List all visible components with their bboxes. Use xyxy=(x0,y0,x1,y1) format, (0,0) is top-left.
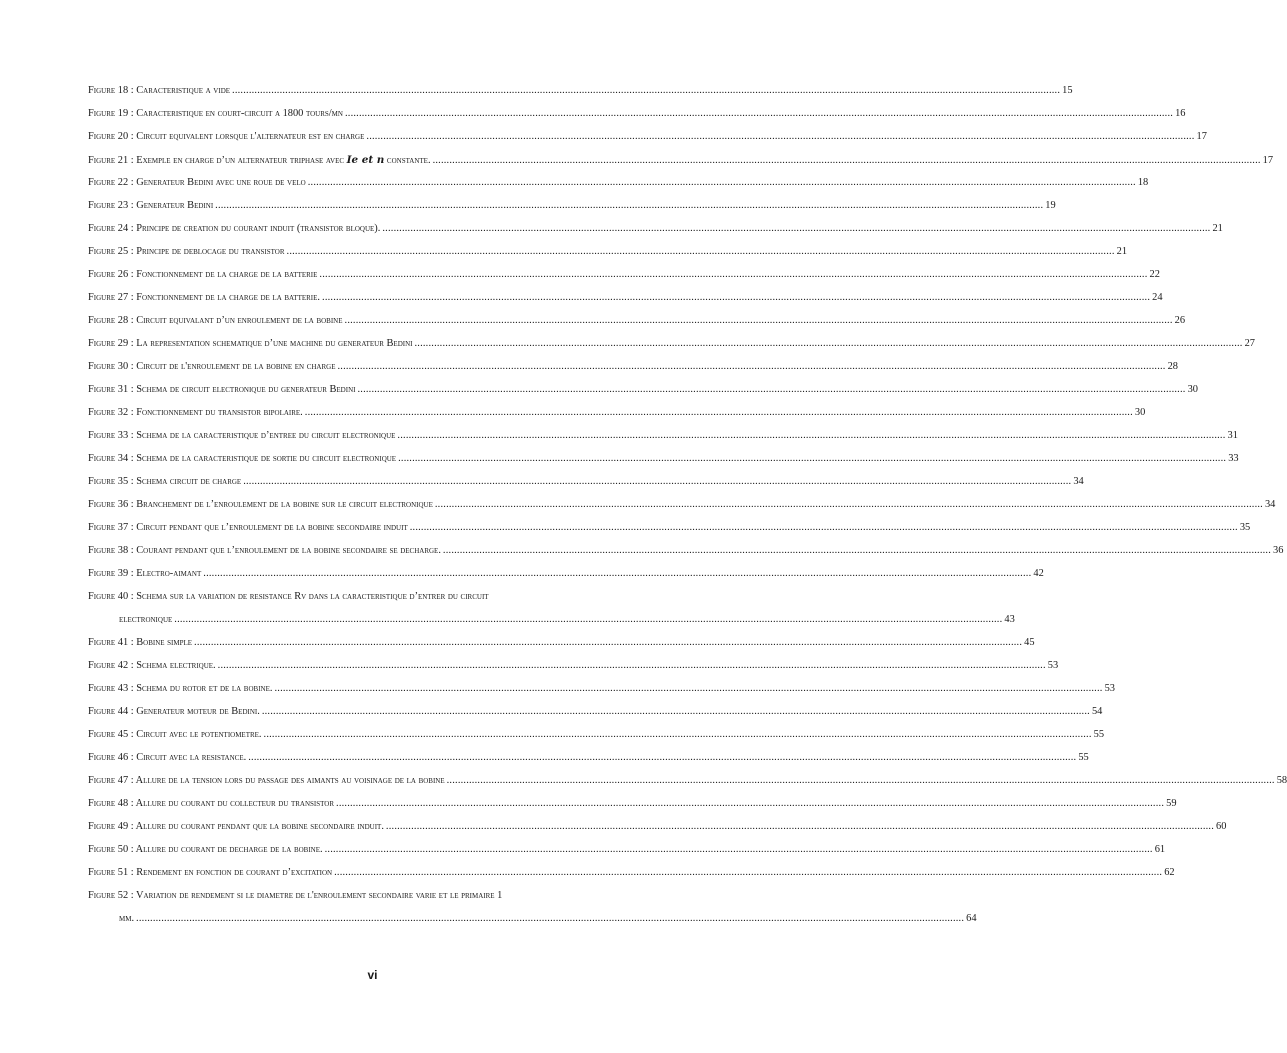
dot-leader xyxy=(334,867,1162,879)
toc-entry-label: Figure 33 : Schema de la caracteristique d’entree du circuit electronique xyxy=(88,430,396,441)
toc-entry-label-cont: electronique xyxy=(119,614,173,625)
dot-leader xyxy=(215,200,1043,212)
dot-leader xyxy=(194,637,1022,649)
toc-entry[interactable] xyxy=(88,154,1274,177)
dot-leader xyxy=(218,660,1046,672)
toc-entry[interactable] xyxy=(88,499,1276,522)
toc-entry[interactable] xyxy=(88,292,1163,315)
toc-entry-label-group xyxy=(88,177,306,189)
toc-entry-label: Figure 40 : Schema sur la variation de resistance Rv dans la caracteristique d’entrer du circuit xyxy=(88,591,489,602)
dot-leader xyxy=(248,752,1076,764)
toc-entry-label: Figure 48 : Allure du courant du collecteur du transistor xyxy=(88,798,335,809)
toc-entry[interactable] xyxy=(88,269,1160,292)
toc-entry-label: Figure 37 : Circuit pendant que l’enroulement de la bobine secondaire induit xyxy=(88,522,408,533)
toc-entry-label-group xyxy=(88,660,216,672)
dot-leader xyxy=(410,522,1238,534)
toc-entry[interactable] xyxy=(88,407,1146,430)
toc-entry-page: 59 xyxy=(1166,798,1177,809)
toc-entry[interactable] xyxy=(88,568,1044,591)
toc-entry-label-group xyxy=(88,775,445,787)
toc-entry-label-group xyxy=(88,154,431,167)
toc-entry-label: Figure 43 : Schema du rotor et de la bobine. xyxy=(88,683,273,694)
dot-leader xyxy=(435,499,1263,511)
toc-entry-label: Figure 44 : Generateur moteur de Bedini. xyxy=(88,706,260,717)
dot-leader xyxy=(287,246,1115,258)
toc-entry-label: Figure 28 : Circuit equivalant d’un enroulement de la bobine xyxy=(88,315,343,326)
toc-entry-page: 35 xyxy=(1239,522,1251,533)
math-expression: Ie et n xyxy=(346,154,385,166)
dot-leader xyxy=(305,407,1133,419)
toc-entry-label: Figure 35 : Schema circuit de charge xyxy=(88,476,242,487)
toc-entry-label: Figure 34 : Schema de la caracteristique de sortie du circuit electronique xyxy=(88,453,397,464)
toc-entry-page: 27 xyxy=(1244,338,1255,349)
toc-entry-page: 61 xyxy=(1154,844,1166,855)
dot-leader xyxy=(447,775,1275,787)
toc-entry[interactable] xyxy=(88,177,1149,200)
toc-entry-label-group xyxy=(88,522,408,534)
toc-entry[interactable] xyxy=(88,131,1207,154)
toc-entry-page: 34 xyxy=(1073,476,1084,487)
toc-entry-label-group xyxy=(88,430,395,442)
toc-entry[interactable] xyxy=(88,591,1015,637)
toc-entry[interactable] xyxy=(88,867,1175,890)
toc-entry-label-group xyxy=(88,545,441,557)
toc-entry-label-group xyxy=(88,867,332,879)
dot-leader xyxy=(308,177,1136,189)
dot-leader xyxy=(264,729,1092,741)
toc-entry-label-group xyxy=(88,453,396,465)
toc-entry-label: Figure 26 : Fonctionnement de la charge de la batterie xyxy=(88,269,318,280)
dot-leader xyxy=(174,614,1002,626)
toc-entry[interactable] xyxy=(88,660,1059,683)
toc-entry-label-group xyxy=(88,798,334,810)
toc-entry-page: 21 xyxy=(1116,246,1128,257)
toc-entry-label: Figure 27 : Fonctionnement de la charge de la batterie. xyxy=(88,292,321,303)
page-number: vi xyxy=(367,968,378,982)
toc-entry-label-group xyxy=(88,683,272,695)
dot-leader xyxy=(345,108,1173,120)
toc-entry-label: Figure 41 : Bobine simple xyxy=(88,637,193,648)
toc-entry-page: 17 xyxy=(1262,155,1274,166)
toc-entry-label: Figure 49 : Allure du courant pendant que la bobine secondaire induit. xyxy=(88,821,384,832)
toc-entry-page: 31 xyxy=(1227,430,1238,441)
toc-entry-label: Figure 24 : Principe de creation du courant induit (transistor bloque). xyxy=(88,223,381,234)
toc-entry[interactable] xyxy=(88,821,1227,844)
dot-leader xyxy=(203,568,1031,580)
toc-entry-label: Figure 50 : Allure du courant de decharge de la bobine. xyxy=(88,844,323,855)
dot-leader xyxy=(336,798,1164,810)
dot-leader xyxy=(337,361,1165,373)
toc-entry-label: Figure 31 : Schema de circuit electronique du generateur Bedini xyxy=(88,384,356,395)
toc-entry-label: Figure 25 : Principe de deblocage du transistor xyxy=(88,246,285,257)
toc-entry-label-group xyxy=(88,821,384,833)
toc-entry-label: Figure 42 : Schema electrique. xyxy=(88,660,216,671)
toc-entry-label-group xyxy=(88,246,285,258)
dot-leader xyxy=(136,913,964,925)
toc-entry-page: 53 xyxy=(1104,683,1115,694)
dot-leader xyxy=(232,85,1060,97)
dot-leader xyxy=(357,384,1185,396)
toc-entry-label-group xyxy=(88,223,380,235)
toc-entry-page: 17 xyxy=(1196,131,1207,142)
toc-entry-label-group xyxy=(88,292,320,304)
toc-entry-label-cont: mm. xyxy=(119,913,135,924)
toc-entry-label: Figure 21 : Exemple en charge d’un alternateur triphase avec xyxy=(88,155,345,166)
toc-entry-label: Figure 45 : Circuit avec le potentiometre. xyxy=(88,729,262,740)
toc-entry-page: 30 xyxy=(1134,407,1146,418)
toc-entry[interactable] xyxy=(88,545,1284,568)
toc-entry-page: 34 xyxy=(1264,499,1276,510)
toc-entry-page: 16 xyxy=(1175,108,1186,119)
toc-entry-page: 53 xyxy=(1047,660,1059,671)
toc-entry-label-group xyxy=(88,568,201,580)
toc-entry[interactable] xyxy=(88,361,1178,384)
toc-entry[interactable] xyxy=(88,430,1238,453)
toc-entry-label: Figure 23 : Generateur Bedini xyxy=(88,200,214,211)
toc-entry-page: 19 xyxy=(1045,200,1056,211)
toc-entry-page: 54 xyxy=(1091,706,1103,717)
dot-leader xyxy=(243,476,1071,488)
toc-entry-label: Figure 32 : Fonctionnement du transistor bipolaire. xyxy=(88,407,303,418)
toc-entry[interactable] xyxy=(88,108,1186,131)
dot-leader xyxy=(366,131,1194,143)
toc-entry-label: Figure 22 : Generateur Bedini avec une roue de velo xyxy=(88,177,306,188)
toc-entry[interactable] xyxy=(88,200,1056,223)
toc-entry-label: Figure 38 : Courant pendant que l’enroulement de la bobine secondaire se decharge. xyxy=(88,545,441,556)
toc-entry-label: Figure 47 : Allure de la tension lors du passage des aimants au voisinage de la bobine xyxy=(88,775,445,786)
toc-entry-label-group xyxy=(88,752,246,764)
toc-entry[interactable] xyxy=(88,522,1251,545)
toc-entry-label-group xyxy=(88,407,303,419)
toc-entry[interactable] xyxy=(88,775,1287,798)
dot-leader xyxy=(274,683,1102,695)
toc-entry[interactable] xyxy=(88,453,1239,476)
toc-entry-page: 15 xyxy=(1062,85,1073,96)
toc-entry-label: Figure 51 : Rendement en fonction de courant d’excitation xyxy=(88,867,333,878)
toc-entry-label: Figure 39 : Electro-aimant xyxy=(88,568,202,579)
toc-entry-label-group xyxy=(88,269,317,281)
toc-entry-label-group xyxy=(88,844,323,856)
toc-entry[interactable] xyxy=(88,85,1073,108)
toc-entry-label-group xyxy=(88,499,433,511)
toc-entry-label: Figure 30 : Circuit de l'enroulement de la bobine en charge xyxy=(88,361,336,372)
toc-entry-page: 60 xyxy=(1216,821,1227,832)
toc-entry[interactable] xyxy=(88,338,1255,361)
toc-entry[interactable] xyxy=(88,637,1035,660)
toc-entry[interactable] xyxy=(88,384,1198,407)
toc-entry-label: Figure 52 : Variation de rendement si le diametre de l'enroulement secondaire varie et le primaire 1 xyxy=(88,890,503,901)
toc-entry-continuation xyxy=(88,614,1015,637)
dot-leader xyxy=(414,338,1242,350)
dot-leader xyxy=(322,292,1150,304)
toc-entry-page: 18 xyxy=(1137,177,1149,188)
dot-leader xyxy=(398,453,1226,465)
toc-entry-page: 64 xyxy=(966,913,977,924)
toc-entry[interactable] xyxy=(88,798,1177,821)
toc-entry[interactable] xyxy=(88,890,977,936)
dot-leader xyxy=(397,430,1225,442)
toc-entry-label-group xyxy=(88,200,213,212)
toc-entry[interactable] xyxy=(88,706,1103,729)
toc-entry-page: 21 xyxy=(1212,223,1223,234)
toc-entry[interactable] xyxy=(88,246,1128,269)
toc-entry-label-group xyxy=(88,476,241,488)
toc-entry-page: 22 xyxy=(1149,269,1160,280)
toc-entry-page: 43 xyxy=(1004,614,1015,625)
toc-entry-label-group xyxy=(88,131,364,143)
toc-entry-label-suffix: constante. xyxy=(384,155,431,166)
toc-entry-page: 45 xyxy=(1024,637,1035,648)
dot-leader xyxy=(433,155,1261,167)
toc-entry-label: Figure 19 : Caracteristique en court-circuit a 1800 tours/mn xyxy=(88,108,343,119)
toc-entry[interactable] xyxy=(88,844,1166,867)
toc-entry-page: 28 xyxy=(1167,361,1178,372)
toc-entry-page: 24 xyxy=(1152,292,1163,303)
dot-leader xyxy=(382,223,1210,235)
toc-entry-page: 42 xyxy=(1033,568,1044,579)
toc-entry-page: 58 xyxy=(1276,775,1287,786)
toc-entry-label: Figure 46 : Circuit avec la resistance. xyxy=(88,752,247,763)
list-of-figures xyxy=(88,85,1287,936)
toc-entry[interactable] xyxy=(88,683,1115,706)
toc-entry-page: 55 xyxy=(1093,729,1105,740)
toc-entry-label-group xyxy=(88,315,343,327)
toc-entry-label-group xyxy=(88,361,335,373)
toc-entry-label-group xyxy=(88,637,192,649)
toc-entry-label-group xyxy=(88,338,412,350)
toc-entry-page: 33 xyxy=(1228,453,1239,464)
dot-leader xyxy=(319,269,1147,281)
toc-entry-page: 30 xyxy=(1187,384,1198,395)
dot-leader xyxy=(262,706,1090,718)
toc-entry-label: Figure 18 : Caracteristique a vide xyxy=(88,85,231,96)
dot-leader xyxy=(345,315,1173,327)
toc-entry[interactable] xyxy=(88,752,1089,775)
toc-entry-label-group xyxy=(88,108,343,120)
dot-leader xyxy=(386,821,1214,833)
toc-entry[interactable] xyxy=(88,223,1223,246)
toc-entry-page: 55 xyxy=(1078,752,1089,763)
toc-entry-page: 62 xyxy=(1164,867,1175,878)
dot-leader xyxy=(443,545,1271,557)
toc-entry[interactable] xyxy=(88,476,1084,499)
toc-entry[interactable] xyxy=(88,729,1105,752)
toc-entry-continuation xyxy=(88,913,977,936)
toc-entry-label: Figure 36 : Branchement de l’enroulement de la bobine sur le circuit electronique xyxy=(88,499,433,510)
toc-entry-page: 36 xyxy=(1273,545,1284,556)
toc-entry-label-group xyxy=(88,85,230,97)
toc-entry-label-group xyxy=(88,729,262,741)
toc-entry-page: 26 xyxy=(1174,315,1186,326)
toc-entry-label-group xyxy=(88,384,355,396)
toc-entry-label-group xyxy=(88,706,260,718)
toc-entry-label: Figure 29 : La representation schematique d’une machine du generateur Bedini xyxy=(88,338,413,349)
toc-entry[interactable] xyxy=(88,315,1186,338)
dot-leader xyxy=(325,844,1153,856)
toc-entry-label: Figure 20 : Circuit equivalent lorsque l'alternateur est en charge xyxy=(88,131,365,142)
